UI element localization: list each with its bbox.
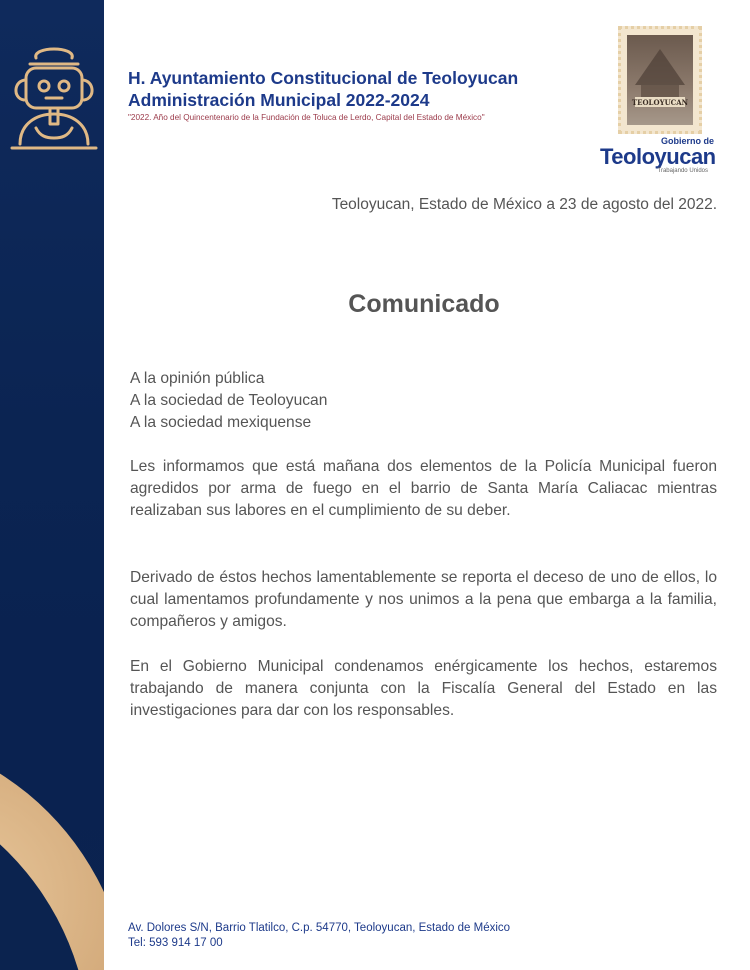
greeting-line: A la sociedad mexiquense — [130, 414, 312, 431]
kiosk-illustration — [627, 35, 693, 125]
greeting-line: A la sociedad de Teoloyucan — [130, 392, 328, 409]
header-title-block — [128, 67, 518, 122]
administration-title: Administración Municipal 2022-2024 — [128, 90, 430, 110]
greeting-line: A la opinión pública — [130, 370, 265, 387]
brand-gobierno-label: Gobierno de — [660, 136, 714, 146]
council-title: H. Ayuntamiento Constitucional de Teoloyucan — [128, 68, 519, 88]
gobierno-brand — [600, 136, 722, 174]
footer-contact — [128, 921, 510, 951]
paragraph-incident: Les informamos que está mañana dos elementos de la Policía Municipal fueron agredidos por arma de fuego en el barrio de Santa María Caliacac mientras realizaban sus labores en el cumplimiento de su deber. — [130, 458, 717, 519]
footer-phone: Tel: 593 914 17 00 — [128, 937, 223, 949]
stamp-label: TEOLOYUCAN — [631, 98, 689, 107]
paragraph-condolences: Derivado de éstos hechos lamentablemente se reporta el deceso de uno de ellos, lo cual lamentamos profundamente y nos unimos a la pena que embarga a la familia, compañeros y amigos. — [130, 569, 717, 630]
brand-name: Teoloyucan — [600, 144, 716, 169]
footer-address: Av. Dolores S/N, Barrio Tlatilco, C.p. 54770, Teoloyucan, Estado de México — [128, 922, 511, 934]
year-motto: "2022. Año del Quincentenario de la Fundación de Toluca de Lerdo, Capital del Estado de México" — [128, 113, 485, 122]
greetings-block — [130, 368, 717, 434]
paragraph-investigation: En el Gobierno Municipal condenamos enérgicamente los hechos, estaremos trabajando de manera conjunta con la Fiscalía General del Estado en las investigaciones para dar con los responsables. — [130, 658, 717, 719]
aztec-glyph-icon — [6, 40, 102, 154]
date-line: Teoloyucan, Estado de México a 23 de agosto del 2022. — [331, 196, 717, 213]
postage-stamp-icon — [618, 26, 702, 134]
brand-tagline: Trabajando Unidos — [657, 168, 708, 174]
page-title: Comunicado — [348, 290, 500, 318]
